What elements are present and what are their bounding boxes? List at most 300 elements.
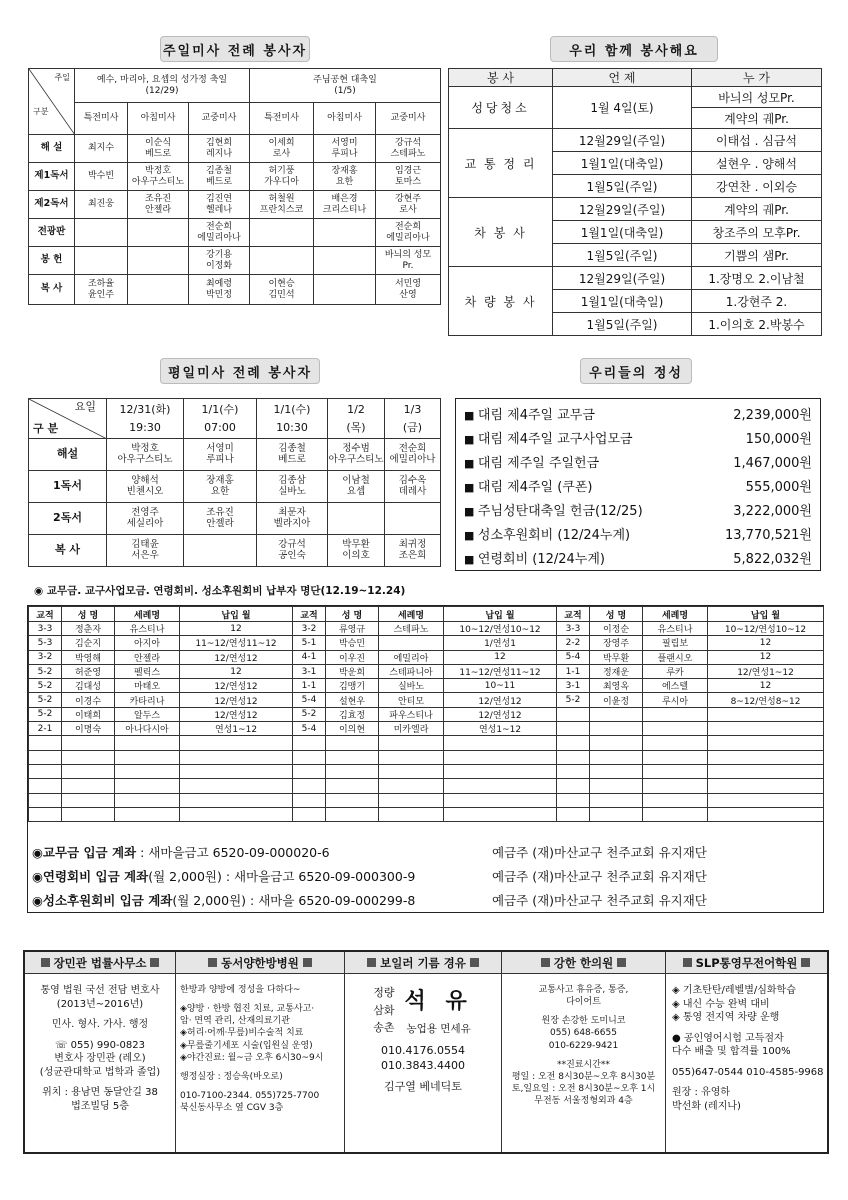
empty-cell: [180, 793, 293, 807]
empty-cell: [293, 793, 326, 807]
payer-cell: 5-2: [29, 664, 62, 678]
sunday-cell: 최지수: [75, 135, 128, 163]
wk-cell: 전영주 세실리아: [107, 503, 184, 535]
sunday-cell: 전순희 에밀리아나: [189, 219, 250, 247]
empty-cell: [557, 807, 590, 821]
empty-cell: [379, 807, 444, 821]
payer-cell: 10~12/연성10~12: [708, 622, 824, 636]
payer-cell: 이명숙: [62, 722, 115, 736]
ad-title: SLP통영무전어학원: [695, 955, 798, 970]
payer-cell: [643, 707, 708, 721]
sunday-row-label: 봉 헌: [29, 247, 75, 275]
together-g3-label: 차 봉 사: [449, 198, 553, 267]
payer-cell: 필립보: [643, 636, 708, 650]
together-title: 우리 함께 봉사해요: [550, 36, 718, 62]
ad-brand-block: [345, 984, 501, 1037]
payers-header: 성 명: [62, 607, 115, 622]
empty-cell: [29, 807, 62, 821]
weekday-title: 평일미사 전례 봉사자: [160, 358, 320, 384]
account-left: [32, 867, 492, 885]
wk-col-2: [257, 399, 328, 439]
offering-amount: 150,000원: [745, 431, 812, 447]
together-who: 계약의 궤Pr.: [692, 198, 822, 221]
empty-cell: [557, 750, 590, 764]
payers-header: 세례명: [379, 607, 444, 622]
sunday-cell: 조하율 윤인주: [75, 275, 128, 305]
payer-cell: 12/연성12: [180, 650, 293, 664]
ad-line: 원장 손강한 도미니코 055) 648-6655 010-6229-9421: [541, 1016, 626, 1051]
together-when: 1월5일(주일): [553, 244, 692, 267]
payer-cell: 5-3: [29, 636, 62, 650]
payer-cell: 이경수: [62, 693, 115, 707]
wk-col-time: 19:30: [129, 420, 161, 434]
sunday-table: [28, 68, 441, 305]
offering-name: ■ 주님성탄대축일 헌금(12/25): [464, 500, 643, 519]
empty-cell: [643, 750, 708, 764]
wk-col-time: (목): [346, 420, 366, 434]
sunday-cell: 김현희 레지나: [189, 135, 250, 163]
empty-cell: [379, 779, 444, 793]
payer-cell: 연성1~12: [180, 722, 293, 736]
sunday-cell: [250, 247, 314, 275]
table-row: [29, 664, 824, 678]
wk-cell: 최문자 벨라지아: [257, 503, 328, 535]
offering-name: ■ 성소후원회비 (12/24누계): [464, 524, 630, 543]
wk-col-1: [184, 399, 257, 439]
payer-cell: 루시아: [643, 693, 708, 707]
offering-name: ■ 대림 제4주일 (쿠폰): [464, 476, 592, 495]
corner-cell: [29, 69, 75, 135]
empty-cell: [590, 779, 643, 793]
empty-cell: [180, 736, 293, 750]
empty-cell: [590, 807, 643, 821]
together-when: 12월29일(주일): [553, 129, 692, 152]
wk-cell: 김종철 베드로: [257, 439, 328, 471]
payer-cell: [643, 722, 708, 736]
payer-cell: 5-2: [29, 707, 62, 721]
offering-name: ■ 연령회비 (12/24누계): [464, 548, 605, 567]
payers-header: 성 명: [590, 607, 643, 622]
account-row: [32, 842, 812, 862]
empty-cell: [115, 750, 180, 764]
hdr-when: 언 제: [553, 69, 692, 87]
payer-cell: 8~12/연성8~12: [708, 693, 824, 707]
cleaning-when: 1월 4일(토): [553, 87, 692, 129]
account-left: [32, 843, 492, 861]
empty-cell: [708, 793, 824, 807]
hdr-what: 봉 사: [449, 69, 553, 87]
wk-cell: 강규석 공인숙: [257, 535, 328, 567]
wk-col-3: [328, 399, 385, 439]
ad-line: **진료시간** 평일 : 오전 8시30분~오후 8시30분 토,일요일 : 오전 8시30분~오후 1시 무전동 서울정형외과 4층: [511, 1059, 656, 1107]
together-when: 12월29일(주일): [553, 267, 692, 290]
payer-cell: 5-4: [293, 693, 326, 707]
account-label: ◉연령회비 입금 계좌: [32, 869, 149, 884]
payer-cell: 유스티나: [115, 622, 180, 636]
together-who: 1.이의호 2.박봉수: [692, 313, 822, 336]
wk-cell: [328, 503, 385, 535]
empty-cell: [444, 750, 557, 764]
payer-cell: 설현우: [326, 693, 379, 707]
ad-line: ◈ 기초탄탄/레벨별/심화학습 ◈ 내신 수능 완벽 대비 ◈ 통영 전지역 차량 운행: [672, 985, 796, 1023]
wk-cell: [385, 503, 441, 535]
payer-cell: 5-2: [29, 693, 62, 707]
payer-cell: 에밀리아: [379, 650, 444, 664]
empty-cell: [326, 807, 379, 821]
sunday-cell: [314, 247, 376, 275]
payer-cell: 마태오: [115, 679, 180, 693]
payer-cell: 장영주: [590, 636, 643, 650]
ad-line: ◈양방 · 한방 협진 치료, 교통사고· 암· 면역 관리, 산재의료기관 ◈허리·어깨·무릎)비수술적 치료 ◈무릎줄기세포 시술(입원실 운영) ◈야간진료: 월~금 오후 6시30~9시: [180, 1004, 324, 1063]
together-who: 기쁨의 샘Pr.: [692, 244, 822, 267]
together-who: 1.강현주 2.: [692, 290, 822, 313]
hdr-who: 누 가: [692, 69, 822, 87]
payer-cell: [590, 722, 643, 736]
account-label: ◉교무금 입금 계좌: [32, 845, 137, 860]
payer-cell: 루카: [643, 664, 708, 678]
payer-cell: 1-1: [557, 664, 590, 678]
together-g2-label: 교 통 정 리: [449, 129, 553, 198]
ad-area: 정량 삼화 송촌: [373, 986, 395, 1035]
payer-cell: 알두스: [115, 707, 180, 721]
wk-cell: 이남철 요셉: [328, 471, 385, 503]
payer-cell: [708, 707, 824, 721]
empty-cell: [643, 793, 708, 807]
payer-cell: 이의현: [326, 722, 379, 736]
payer-cell: 12/연성12: [180, 679, 293, 693]
wk-col-date: 1/1(수): [273, 402, 311, 416]
wk-col-time: (금): [402, 420, 423, 434]
payer-cell: 12: [180, 622, 293, 636]
ad-line: 교통사고 휴유증, 통증, 다이어트: [538, 985, 629, 1008]
together-when: 1월5일(주일): [553, 175, 692, 198]
ad-brand: 석 유: [404, 989, 473, 1015]
empty-cell: [444, 807, 557, 821]
payer-cell: 3-2: [29, 650, 62, 664]
empty-cell: [379, 750, 444, 764]
payer-cell: 류영규: [326, 622, 379, 636]
ad-header: [25, 952, 175, 974]
together-who: 설현우 . 양해석: [692, 152, 822, 175]
payer-cell: 파우스티나: [379, 707, 444, 721]
empty-cell: [115, 736, 180, 750]
empty-cell: [557, 764, 590, 778]
offering-amount: 3,222,000원: [733, 503, 812, 519]
sunday-col-0: 특전미사: [75, 103, 128, 135]
together-who: 강연찬 . 이외승: [692, 175, 822, 198]
ad-line: 행정실장 : 정승욱(바오로): [180, 1071, 283, 1082]
empty-cell: [115, 807, 180, 821]
sunday-row-label: 제2독서: [29, 191, 75, 219]
account-holder: 예금주 (재)마산교구 천주교회 유지재단: [492, 869, 707, 884]
sunday-cell: 박정호 아우구스티노: [128, 163, 189, 191]
empty-cell: [62, 807, 115, 821]
payer-cell: 5-2: [293, 707, 326, 721]
sunday-cell: 최진웅: [75, 191, 128, 219]
table-row-empty: [29, 793, 824, 807]
together-when: 12월29일(주일): [553, 198, 692, 221]
payer-cell: 에스텔: [643, 679, 708, 693]
wk-cell: 조유진 안젤라: [184, 503, 257, 535]
empty-cell: [557, 793, 590, 807]
square-icon: [617, 958, 626, 967]
square-icon: [367, 958, 376, 967]
ad-title: 동서양한방병원: [221, 955, 299, 970]
ad-line: 원장 : 유영하 박선화 (레지나): [672, 1087, 741, 1112]
payer-cell: 최영옥: [590, 679, 643, 693]
weekday-table: [28, 398, 441, 567]
payer-cell: 스테파니아: [379, 664, 444, 678]
payer-cell: 10~11: [444, 679, 557, 693]
wk-cell: 전순희 에밀리아나: [385, 439, 441, 471]
empty-cell: [293, 764, 326, 778]
offering-name: ■ 대림 제4주일 교무금: [464, 404, 595, 423]
sunday-cell: 강현주 로사: [376, 191, 441, 219]
payer-cell: 플랜시오: [643, 650, 708, 664]
ad-line: 한방과 양방에 정성을 다하다~: [180, 985, 301, 995]
payer-cell: 5-4: [293, 722, 326, 736]
empty-cell: [62, 750, 115, 764]
payer-cell: 12: [708, 650, 824, 664]
table-row: [29, 679, 824, 693]
payer-cell: 아지아: [115, 636, 180, 650]
payer-cell: 3-1: [557, 679, 590, 693]
account-row: [32, 890, 812, 910]
payers-box: [27, 605, 824, 913]
payer-cell: 12: [444, 650, 557, 664]
wk-corner-top: 요일: [74, 400, 96, 413]
empty-cell: [326, 764, 379, 778]
empty-cell: [180, 764, 293, 778]
offering-row: [456, 449, 820, 473]
empty-cell: [590, 793, 643, 807]
wk-corner-bottom: 구 분: [33, 422, 59, 436]
sunday-cell: 김종철 베드로: [189, 163, 250, 191]
payer-cell: 김대성: [62, 679, 115, 693]
ad-brand-right: [405, 984, 473, 1036]
together-when: 1월1일(대축일): [553, 290, 692, 313]
payer-cell: 5-1: [293, 636, 326, 650]
cleaning-label: 성당청소: [449, 87, 553, 129]
account-left: [32, 891, 492, 909]
together-when: 1월5일(주일): [553, 313, 692, 336]
payer-cell: 이정순: [590, 622, 643, 636]
empty-cell: [444, 764, 557, 778]
ad-line: ● 공인영어시험 고득점자 다수 배출 및 합격률 100%: [672, 1032, 791, 1057]
sunday-row-label: 해 설: [29, 135, 75, 163]
wk-cell: 장재홍 요한: [184, 471, 257, 503]
corner-bottom: 구분: [33, 106, 49, 116]
empty-cell: [708, 736, 824, 750]
wk-cell: 최귀정 조은희: [385, 535, 441, 567]
payer-cell: 12/연성12: [180, 693, 293, 707]
payer-cell: 미카엘라: [379, 722, 444, 736]
offerings-title: 우리들의 정성: [580, 358, 692, 384]
sunday-cell: 바늬의 성모 Pr.: [376, 247, 441, 275]
payers-table: [28, 606, 824, 822]
offering-row: [456, 521, 820, 545]
square-icon: [150, 958, 159, 967]
together-g4-label: 차 량 봉 사: [449, 267, 553, 336]
ad-title: 장민관 법률사무소: [53, 955, 147, 970]
sunday-cell: 서민영 산영: [376, 275, 441, 305]
empty-cell: [708, 750, 824, 764]
account-info: (월 2,000원) : 새마을 6520-09-000299-8: [172, 893, 416, 908]
wk-row-label: 복 사: [29, 535, 107, 567]
wk-cell: 김태윤 서은우: [107, 535, 184, 567]
account-row: [32, 866, 812, 886]
sunday-cell: 이현승 김민석: [250, 275, 314, 305]
wk-row-label: 2독서: [29, 503, 107, 535]
payer-cell: 12/연성1~12: [708, 664, 824, 678]
ad-line: 김구열 베네딕토: [384, 1080, 462, 1094]
sunday-cell: [128, 219, 189, 247]
table-row-empty: [29, 764, 824, 778]
square-icon: [541, 958, 550, 967]
empty-cell: [326, 779, 379, 793]
account-info: (월 2,000원) : 새마을금고 6520-09-000300-9: [148, 869, 416, 884]
payer-cell: 1/연성1: [444, 636, 557, 650]
wk-row-label: 1독서: [29, 471, 107, 503]
payer-cell: 4-1: [293, 650, 326, 664]
offering-row: [456, 497, 820, 521]
payer-cell: 김맹기: [326, 679, 379, 693]
payer-cell: 12: [708, 679, 824, 693]
payers-header: 성 명: [326, 607, 379, 622]
wk-col-time: 07:00: [204, 420, 236, 434]
empty-cell: [557, 736, 590, 750]
offering-name: ■ 대림 제주일 주일헌금: [464, 452, 599, 471]
payer-cell: 이윤정: [590, 693, 643, 707]
empty-cell: [293, 750, 326, 764]
sunday-cell: [75, 219, 128, 247]
empty-cell: [62, 736, 115, 750]
empty-cell: [29, 793, 62, 807]
offerings-box: [455, 398, 821, 571]
sunday-cell: 장재홍 요한: [314, 163, 376, 191]
empty-cell: [62, 793, 115, 807]
account-holder: 예금주 (재)마산교구 천주교회 유지재단: [492, 893, 707, 908]
table-row: [29, 693, 824, 707]
table-row: [29, 707, 824, 721]
sunday-cell: 조유진 안젤라: [128, 191, 189, 219]
wk-col-0: [107, 399, 184, 439]
ad-sub: 농업용 면세유: [406, 1023, 471, 1036]
table-row-empty: [29, 736, 824, 750]
empty-cell: [293, 779, 326, 793]
ad-header: [345, 952, 501, 974]
table-row: [29, 636, 824, 650]
together-when: 1월1일(대축일): [553, 221, 692, 244]
sunday-row-label: 제1독서: [29, 163, 75, 191]
empty-cell: [29, 764, 62, 778]
payer-cell: 박무환: [590, 650, 643, 664]
payers-header: 세례명: [643, 607, 708, 622]
empty-cell: [444, 736, 557, 750]
offering-amount: 2,239,000원: [733, 407, 812, 423]
wk-cell: 김종삼 실바노: [257, 471, 328, 503]
table-row: [29, 650, 824, 664]
payer-cell: 12/연성12: [444, 693, 557, 707]
sunday-cell: [128, 247, 189, 275]
ad-title: 보일러 기름 경유: [380, 955, 466, 970]
empty-cell: [115, 779, 180, 793]
wk-cell: 정수범 아우구스티노: [328, 439, 385, 471]
corner-top: 주일: [54, 73, 70, 82]
empty-cell: [590, 750, 643, 764]
empty-cell: [29, 750, 62, 764]
payer-cell: 실바노: [379, 679, 444, 693]
sunday-cell: 임경근 토마스: [376, 163, 441, 191]
payers-header: 교적: [29, 607, 62, 622]
payer-cell: 12: [708, 636, 824, 650]
sunday-cell: 김진연 헬레나: [189, 191, 250, 219]
empty-cell: [643, 779, 708, 793]
empty-cell: [557, 779, 590, 793]
payer-cell: 스테파노: [379, 622, 444, 636]
sunday-title: 주일미사 전례 봉사자: [160, 36, 310, 62]
ad-header: [502, 952, 665, 974]
sunday-col-4: 아침미사: [314, 103, 376, 135]
sunday-row-label: 전광판: [29, 219, 75, 247]
sunday-cell: 전순희 에밀리아나: [376, 219, 441, 247]
wk-col-date: 12/31(화): [119, 402, 171, 416]
ad-line: 055)647-0544 010-4585-9968: [672, 1066, 824, 1078]
payer-cell: 3-1: [293, 664, 326, 678]
account-holder: 예금주 (재)마산교구 천주교회 유지재단: [492, 845, 707, 860]
ad-header: [666, 952, 827, 974]
sunday-col-3: 특전미사: [250, 103, 314, 135]
payer-cell: 10~12/연성10~12: [444, 622, 557, 636]
sunday-cell: 강기용 이정화: [189, 247, 250, 275]
ad-header: [176, 952, 344, 974]
sunday-cell: [314, 219, 376, 247]
payer-cell: 3-2: [293, 622, 326, 636]
offering-amount: 1,467,000원: [733, 455, 812, 471]
empty-cell: [708, 807, 824, 821]
sunday-col-2: 교중미사: [189, 103, 250, 135]
payer-cell: [590, 707, 643, 721]
square-icon: [683, 958, 692, 967]
empty-cell: [708, 764, 824, 778]
payer-cell: 12: [180, 664, 293, 678]
empty-cell: [293, 807, 326, 821]
ad-4: [666, 952, 827, 1152]
payer-cell: 안젤라: [115, 650, 180, 664]
offering-row: [456, 473, 820, 497]
square-icon: [41, 958, 50, 967]
ad-0: [25, 952, 176, 1152]
empty-cell: [326, 793, 379, 807]
empty-cell: [326, 736, 379, 750]
wk-corner: [29, 399, 107, 439]
together-when: 1월1일(대축일): [553, 152, 692, 175]
ad-line: 010.4176.0554 010.3843.4400: [381, 1043, 465, 1072]
ad-1: [176, 952, 345, 1152]
sunday-cell: 서영미 루피나: [314, 135, 376, 163]
wk-col-date: 1/1(수): [201, 402, 239, 416]
payer-cell: 3-3: [557, 622, 590, 636]
table-row: [29, 622, 824, 636]
empty-cell: [379, 764, 444, 778]
wk-col-4: [385, 399, 441, 439]
empty-cell: [708, 779, 824, 793]
table-row-empty: [29, 807, 824, 821]
offering-row: [456, 401, 820, 425]
sunday-cell: 허기풍 가우디아: [250, 163, 314, 191]
empty-cell: [643, 764, 708, 778]
empty-cell: [62, 779, 115, 793]
